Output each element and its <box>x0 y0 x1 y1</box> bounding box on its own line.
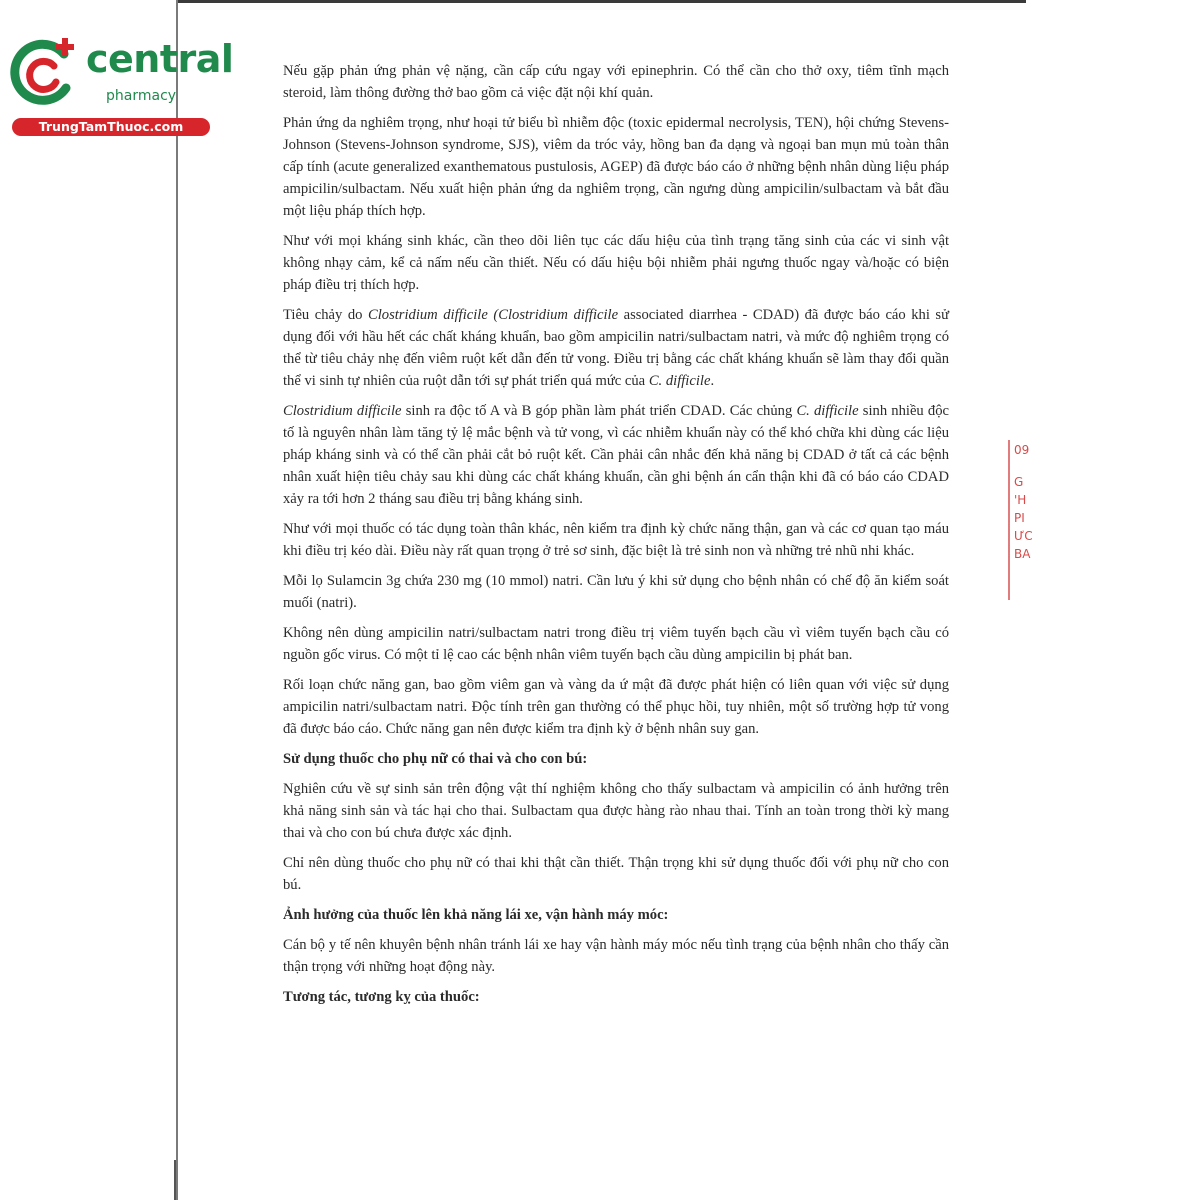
stamp-line: G <box>1014 475 1024 489</box>
section-heading: Ảnh hưởng của thuốc lên khả năng lái xe, vận hành máy móc: <box>283 907 669 923</box>
paragraph: Như với mọi thuốc có tác dụng toàn thân khác, nên kiểm tra định kỳ chức năng thận, gan và các cơ quan tạo máu khi điều trị kéo dài. Điều này rất quan trọng ở trẻ sơ sinh, đặc biệt là trẻ sinh non và những trẻ nhũ nhi khác. <box>283 521 949 559</box>
italic-term: Clostridium difficile <box>283 403 402 419</box>
scan-left-mark <box>174 1160 176 1200</box>
section-heading: Tương tác, tương kỵ của thuốc: <box>283 989 480 1005</box>
paragraph: Mỗi lọ Sulamcin 3g chứa 230 mg (10 mmol) natri. Cần lưu ý khi sử dụng cho bệnh nhân có chế độ ăn kiểm soát muối (natri). <box>283 573 949 611</box>
stamp-line: 09 <box>1014 443 1030 457</box>
paragraph <box>283 400 949 510</box>
document-body <box>283 60 949 1016</box>
stamp-line: PI <box>1014 511 1025 525</box>
paragraph <box>283 304 949 392</box>
paragraph: Nghiên cứu về sự sinh sản trên động vật thí nghiệm không cho thấy sulbactam và ampicilin có ảnh hưởng trên khả năng sinh sản và tác hại cho thai. Sulbactam qua được hàng rào nhau thai. Tính an toàn trong thời kỳ mang thai và cho con bú chưa được xác định. <box>283 781 949 841</box>
paragraph: Rối loạn chức năng gan, bao gồm viêm gan và vàng da ứ mật đã được phát hiện có liên quan với việc sử dụng ampicilin natri/sulbactam natri. Độc tính trên gan thường có thể phục hồi, tuy nhiên, một số trường hợp tử vong đã được báo cáo. Chức năng gan nên được kiểm tra định kỳ ở bệnh nhân suy gan. <box>283 677 949 737</box>
central-pharmacy-logo[interactable] <box>10 36 234 136</box>
logo-name: central <box>86 37 234 81</box>
logo-website-badge: TrungTamThuoc.com <box>12 118 210 136</box>
pharmacy-emblem-icon <box>10 36 86 114</box>
paragraph: Phản ứng da nghiêm trọng, như hoại tử biểu bì nhiễm độc (toxic epidermal necrolysis, TEN), hội chứng Stevens-Johnson (Stevens-Johnson syndrome, SJS), viêm da tróc vảy, hồng ban đa dạng và ngoại ban mụn mủ toàn thân cấp tính (acute generalized exanthematous pustulosis, AGEP) đã được báo cáo ở những bệnh nhân dùng liệu pháp ampicilin/sulbactam. Nếu xuất hiện phản ứng da nghiêm trọng, cần ngưng dùng ampicilin/sulbactam và bắt đầu một liệu pháp thích hợp. <box>283 115 949 219</box>
paragraph: Nếu gặp phản ứng phản vệ nặng, cần cấp cứu ngay với epinephrin. Có thể cần cho thở oxy, tiêm tĩnh mạch steroid, làm thông đường thở bao gồm cả việc đặt nội khí quản. <box>283 63 949 101</box>
red-stamp-fragment <box>1008 440 1038 600</box>
stamp-line: 'H <box>1014 493 1027 507</box>
italic-term: C. difficile <box>648 373 711 389</box>
text-run: associated diarrhea - CDAD) đã được báo cáo khi sử dụng đối với hầu hết các chất kháng khuẩn, bao gồm ampicilin natri/sulbactam natri, và mức độ nghiêm trọng có thể từ tiêu chảy nhẹ đến viêm ruột kết dẫn đến tử vong. Điều trị bằng các chất kháng khuẩn sẽ làm thay đổi quần thể vi sinh tự nhiên của ruột dẫn tới sự phát triển quá mức của <box>283 307 949 389</box>
text-run: sinh ra độc tố A và B góp phần làm phát triển CDAD. Các chủng <box>401 403 797 419</box>
paragraph: Chỉ nên dùng thuốc cho phụ nữ có thai khi thật cần thiết. Thận trọng khi sử dụng thuốc đối với phụ nữ cho con bú. <box>283 855 949 893</box>
text-run: sinh nhiều độc tố là nguyên nhân làm tăng tỷ lệ mắc bệnh và tử vong, vì các nhiễm khuẩn này có thể khó chữa khi dùng các liệu pháp kháng sinh và có thể cần phải cắt bỏ ruột kết. Cần phải cân nhắc đến khả năng bị CDAD ở tất cả các bệnh nhân xuất hiện tiêu chảy sau khi dùng các chất kháng khuẩn, cần ghi bệnh án cẩn thận khi đã có báo cáo CDAD xảy ra tới hơn 2 tháng sau điều trị bằng kháng sinh. <box>283 403 949 507</box>
paragraph: Không nên dùng ampicilin natri/sulbactam natri trong điều trị viêm tuyến bạch cầu vì viêm tuyến bạch cầu có nguồn gốc virus. Có một tỉ lệ cao các bệnh nhân viêm tuyến bạch cầu dùng ampicilin bị phát ban. <box>283 625 949 663</box>
paragraph: Cán bộ y tế nên khuyên bệnh nhân tránh lái xe hay vận hành máy móc nếu tình trạng của bệnh nhân cho thấy cần thận trọng với những hoạt động này. <box>283 937 949 975</box>
scan-left-border <box>176 0 178 1200</box>
stamp-line: ƯC <box>1014 529 1033 543</box>
section-heading: Sử dụng thuốc cho phụ nữ có thai và cho con bú: <box>283 751 588 767</box>
text-run: . <box>710 373 715 389</box>
text-run: Tiêu chảy do <box>283 307 368 323</box>
scan-top-border <box>176 0 1026 3</box>
paragraph: Như với mọi kháng sinh khác, cần theo dõi liên tục các dấu hiệu của tình trạng tăng sinh của các vi sinh vật không nhạy cảm, kể cả nấm nếu cần thiết. Nếu có dấu hiệu bội nhiễm phải ngưng thuốc ngay và/hoặc có biện pháp điều trị thích hợp. <box>283 233 949 293</box>
italic-term: Clostridium difficile (Clostridium difficile <box>367 307 619 323</box>
italic-term: C. difficile <box>796 403 859 419</box>
logo-subtitle: pharmacy <box>106 88 177 104</box>
stamp-line: BA <box>1014 547 1031 561</box>
